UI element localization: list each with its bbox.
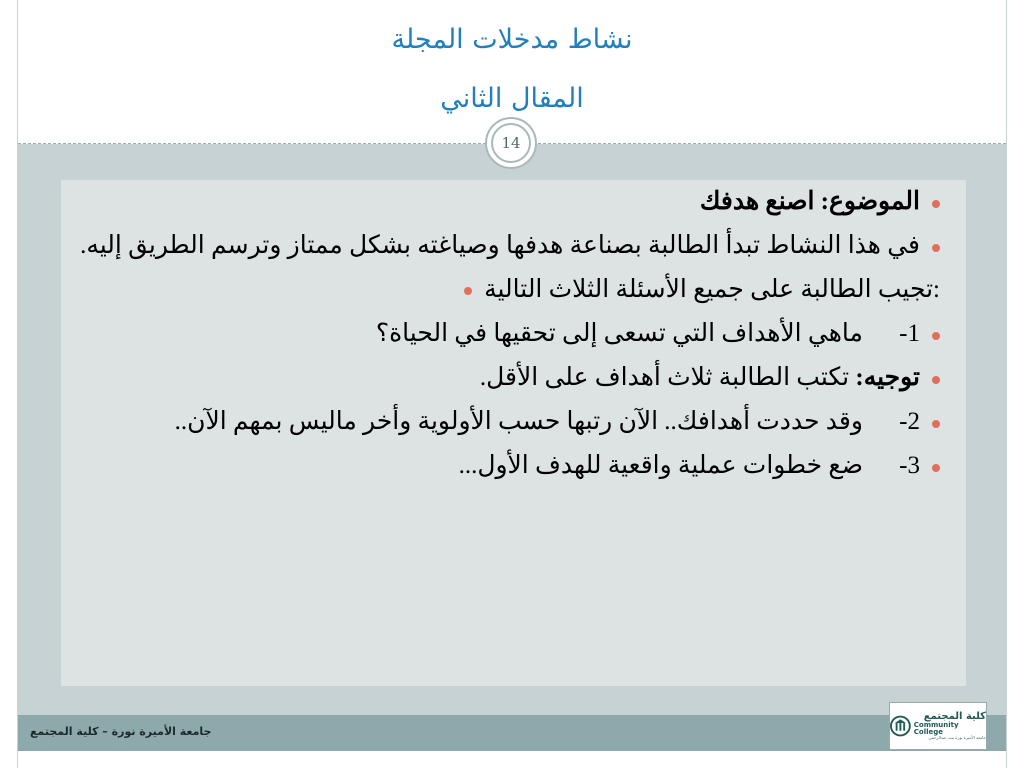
bullet-icon	[464, 287, 472, 295]
instruction-text: :تجيب الطالبة على جميع الأسئلة الثلاث التالية	[484, 276, 940, 303]
list-item-question-3	[70, 448, 940, 484]
footer-text: جامعة الأميرة نورة – كلية المجتمع	[30, 725, 212, 738]
bullet-list	[70, 184, 940, 492]
slide-title-line-1: نشاط مدخلات المجلة	[391, 24, 633, 55]
college-logo-icon	[890, 715, 911, 737]
footer-bar	[18, 715, 1006, 751]
list-item-topic	[70, 184, 940, 220]
bullet-icon	[932, 332, 940, 340]
guidance-text: تكتب الطالبة ثلاث أهداف على الأقل.	[479, 364, 850, 391]
logo-english: Community College	[913, 721, 959, 736]
question-2-text: وقد حددت أهدافك.. الآن رتبها حسب الأولوية وأخر ماليس بمهم الآن..	[174, 408, 863, 435]
logo-text	[914, 712, 986, 740]
bullet-icon	[932, 464, 940, 472]
intro-text: في هذا النشاط تبدأ الطالبة بصناعة هدفها وصياغته بشكل ممتاز وترسم الطريق إليه.	[80, 232, 920, 259]
frame-right-border	[1006, 0, 1007, 768]
question-1-number: 1-	[899, 320, 920, 347]
logo-arabic: كلية المجتمع	[923, 711, 986, 722]
list-item-question-2	[70, 404, 940, 440]
guidance-label: توجيه:	[855, 364, 920, 391]
topic-label: الموضوع:	[820, 188, 920, 215]
logo-subtitle: جامعة الأميرة نورة بنت عبدالرحمن	[928, 735, 986, 740]
question-3-text: ضع خطوات عملية واقعية للهدف الأول...	[458, 452, 863, 479]
bullet-icon	[932, 420, 940, 428]
list-item-guidance	[70, 360, 940, 396]
bullet-icon	[932, 244, 940, 252]
list-item-question-1	[70, 316, 940, 352]
bullet-icon	[932, 200, 940, 208]
list-item-intro	[70, 228, 940, 264]
slide-title-line-2: المقال الثاني	[440, 83, 584, 114]
page-number-badge	[485, 117, 537, 169]
college-logo	[889, 702, 987, 750]
question-3-number: 3-	[899, 452, 920, 479]
question-1-text: ماهي الأهداف التي تسعى إلى تحقيها في الحياة؟	[375, 320, 863, 347]
page-number: 14	[491, 123, 531, 163]
question-2-number: 2-	[899, 408, 920, 435]
topic-value: اصنع هدفك	[699, 188, 815, 215]
list-item-instruction	[70, 272, 940, 308]
bullet-icon	[932, 376, 940, 384]
